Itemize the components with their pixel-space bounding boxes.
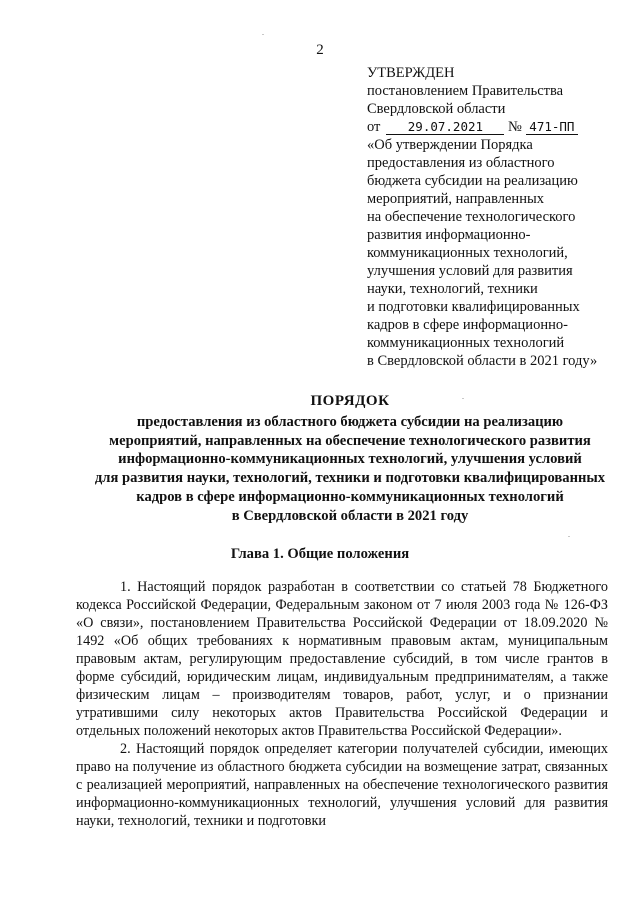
approval-about-line: и подготовки квалифицированных xyxy=(367,299,580,315)
number-label: № xyxy=(508,119,522,135)
page-number: 2 xyxy=(316,42,324,58)
approval-about-line: коммуникационных технологий, xyxy=(367,245,568,261)
approval-date-field: 29.07.2021 xyxy=(386,120,504,135)
approval-about-line: «Об утверждении Порядка xyxy=(367,137,533,153)
approval-about-line: улучшения условий для развития xyxy=(367,263,573,279)
approval-stamp xyxy=(367,64,635,370)
title-line: для развития науки, технологий, техники и подготовки квалифицированных xyxy=(94,470,606,487)
scan-speck xyxy=(262,34,264,35)
chapter-heading: Глава 1. Общие положения xyxy=(230,546,410,562)
approval-about-line: в Свердловской области в 2021 году» xyxy=(367,353,598,369)
approval-about-line: бюджета субсидии на реализацию xyxy=(367,173,578,189)
approval-heading: УТВЕРЖДЕН xyxy=(367,65,455,81)
approval-about-line: на обеспечение технологического xyxy=(367,209,576,225)
title-main: ПОРЯДОК xyxy=(310,393,390,409)
document-title xyxy=(60,392,640,526)
from-label: от xyxy=(367,119,381,135)
paragraph: 1. Настоящий порядок разработан в соответствии со статьей 78 Бюджетного кодекса Российской Федерации, Федеральным законом от 7 июля 2003 года № 126-ФЗ «О связи», постановлением Правительства Российской Федерации от 18.09.2020 № 1492 «Об общих требованиях к нормативным правовым актам, муниципальным правовым актам, регулирующим предоставление субсидий, в том числе грантов в форме субсидий, юридическим лицам, индивидуальным предпринимателям, а также физическим лицам – производителям товаров, работ, услуг, и о признании утратившими силу некоторых актов Правительства Российской Федерации и отдельных положений некоторых актов Правительства Российской Федерации». xyxy=(76,579,608,739)
approval-about-line: кадров в сфере информационно- xyxy=(367,317,568,333)
title-line: кадров в сфере информационно-коммуникационных технологий xyxy=(136,488,564,505)
approval-about-line: предоставления из областного xyxy=(367,155,555,171)
body-text xyxy=(76,578,608,830)
title-line: предоставления из областного бюджета субсидии на реализацию xyxy=(136,413,564,430)
approval-date-number-row xyxy=(367,118,635,136)
paragraph: 2. Настоящий порядок определяет категории получателей субсидии, имеющих право на получение из областного бюджета субсидии на возмещение затрат, связанных с реализацией мероприятий, направленных на обеспечение технологического развития информационно-коммуникационных технологий, улучшения условий для развития науки, технологий, техники и подготовки xyxy=(76,741,608,829)
approval-number-field: 471-ПП xyxy=(526,120,578,135)
scan-speck xyxy=(568,536,570,537)
approval-about-line: науки, технологий, техники xyxy=(367,281,538,297)
title-line: мероприятий, направленных на обеспечение технологического развития xyxy=(109,432,591,449)
approval-line: постановлением Правительства xyxy=(367,83,564,99)
approval-about-line: развития информационно- xyxy=(367,227,531,243)
approval-about-line: мероприятий, направленных xyxy=(367,191,544,207)
approval-about-line: коммуникационных технологий xyxy=(367,335,565,351)
title-line: информационно-коммуникационных технологий, улучшения условий xyxy=(118,451,582,468)
title-line: в Свердловской области в 2021 году xyxy=(231,507,469,524)
approval-line: Свердловской области xyxy=(367,101,506,117)
